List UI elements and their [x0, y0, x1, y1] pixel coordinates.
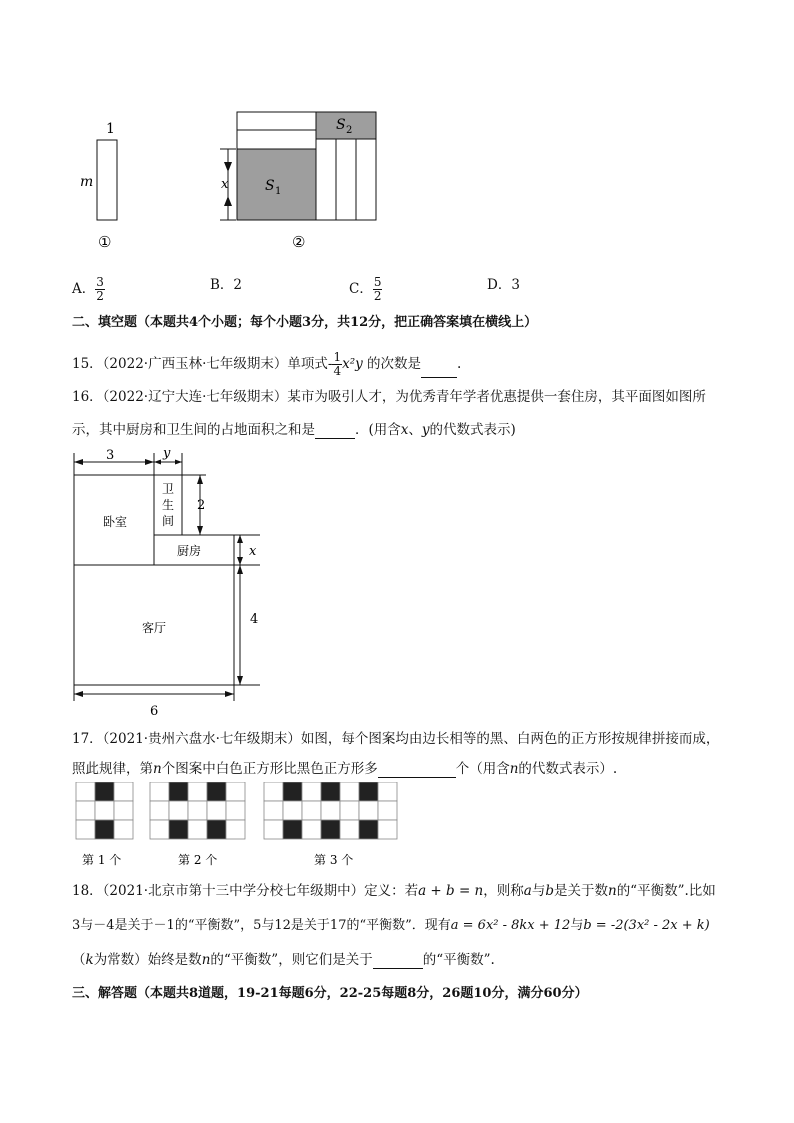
pattern-caption-2: 第 2 个 [178, 853, 218, 867]
fig2-s1-sub: 1 [275, 186, 282, 197]
white-square [188, 801, 207, 820]
white-square [114, 782, 133, 801]
black-square [95, 820, 114, 839]
pattern-2 [150, 782, 245, 839]
label-bathroom-1: 卫 [162, 482, 175, 496]
fig1-side-label: m [80, 174, 94, 190]
white-square [76, 801, 95, 820]
dim-kitchen: x [249, 544, 257, 559]
question-16-line2: 示，其中厨房和卫生间的占地面积之和是 ．(用含x、y的代数式表示) [72, 422, 516, 438]
question-18-line1: 18．（2021·北京市第十三中学分校七年级期中）定义：若a + b = n，则称a与b是关于数n的“平衡数”.比如 [72, 883, 716, 899]
pattern-caption-3: 第 3 个 [314, 853, 354, 867]
white-square [188, 820, 207, 839]
black-square [359, 782, 378, 801]
dim-top-right: y [163, 446, 171, 461]
white-square [264, 820, 283, 839]
black-square [359, 820, 378, 839]
question-17-line1: 17．（2021·贵州六盘水·七年级期末）如图，每个图案均由边长相等的黑、白两色的正方形按规律拼接而成， [72, 731, 720, 747]
section2-heading: 二、填空题（本题共4个小题；每个小题3分，共12分，把正确答案填在横线上） [72, 315, 538, 330]
fig2-s1-region [237, 149, 316, 220]
dim-top-left: 3 [106, 448, 115, 463]
white-square [264, 782, 283, 801]
pattern-1 [76, 782, 133, 839]
white-square [95, 801, 114, 820]
label-bathroom-2: 生 [162, 498, 175, 512]
question-18-line3: （k为常数）始终是数n的“平衡数”，则它们是关于 的“平衡数”. [72, 952, 495, 968]
q17-answer-blank [378, 763, 456, 778]
q15-answer-blank [421, 363, 457, 378]
fig1-top-label: 1 [106, 121, 115, 137]
white-square [302, 801, 321, 820]
fig1-caption: ① [98, 233, 112, 251]
question-16-line1: 16．（2022·辽宁大连·七年级期末）某市为吸引人才，为优秀青年学者优惠提供一套住房，其平面图如图所 [72, 389, 706, 405]
dim-living: 4 [250, 612, 259, 627]
section3-heading: 三、解答题（本题共8道题，19-21每题6分，22-25每题8分，26题10分，满分60分） [72, 986, 588, 1001]
fig2-caption: ② [292, 233, 306, 251]
option-b: B．2 [210, 277, 243, 293]
dim-bottom: 6 [150, 704, 159, 719]
white-square [226, 801, 245, 820]
white-square [378, 820, 397, 839]
question-18-line2: 3与－4是关于－1的“平衡数”，5与12是关于17的“平衡数”．现有a = 6x² - 8kx + 12与b = -2(3x² - 2x + k) [72, 918, 710, 933]
fig1-rectangle [97, 140, 117, 220]
label-bedroom: 卧室 [103, 515, 128, 529]
option-c: C． $\frac{5}{2}$ [349, 275, 382, 303]
question-15: 15．（2022·广西玉林·七年级期末）单项式- $\frac{1}{4}$ x²y 的次数是 . [72, 350, 462, 378]
white-square [226, 782, 245, 801]
black-square [169, 782, 188, 801]
white-square [378, 801, 397, 820]
floorplan-figure [60, 445, 280, 720]
option-d: D．3 [487, 277, 520, 293]
pattern-caption-1: 第 1 个 [82, 853, 122, 867]
white-square [188, 782, 207, 801]
fig2-s1-label: S [265, 178, 275, 194]
white-square [114, 801, 133, 820]
white-square [264, 801, 283, 820]
white-square [302, 782, 321, 801]
q16-answer-blank [315, 424, 355, 439]
pattern-figures [70, 782, 410, 872]
black-square [283, 782, 302, 801]
dim-bathroom: 2 [197, 498, 206, 513]
black-square [321, 782, 340, 801]
white-square [340, 801, 359, 820]
q18-answer-blank [373, 954, 423, 969]
fig2-s2-sub: 2 [346, 125, 353, 136]
white-square [76, 782, 95, 801]
white-square [150, 782, 169, 801]
label-kitchen: 厨房 [177, 544, 202, 558]
label-bathroom-3: 间 [162, 514, 175, 528]
q14-figures [60, 100, 400, 260]
white-square [114, 820, 133, 839]
option-a: A． $\frac{3}{2}$ [72, 275, 104, 303]
white-square [321, 801, 340, 820]
white-square [169, 801, 188, 820]
black-square [283, 820, 302, 839]
white-square [302, 820, 321, 839]
black-square [207, 782, 226, 801]
white-square [378, 782, 397, 801]
white-square [340, 782, 359, 801]
question-17-line2: 照此规律，第n个图案中白色正方形比黑色正方形多 个（用含n的代数式表示）. [72, 761, 618, 777]
white-square [340, 820, 359, 839]
pattern-3 [264, 782, 397, 839]
black-square [321, 820, 340, 839]
white-square [359, 801, 378, 820]
black-square [169, 820, 188, 839]
label-living: 客厅 [142, 621, 167, 635]
white-square [207, 801, 226, 820]
black-square [207, 820, 226, 839]
white-square [283, 801, 302, 820]
black-square [95, 782, 114, 801]
fig2-s2-label: S [336, 117, 346, 133]
white-square [76, 820, 95, 839]
white-square [150, 801, 169, 820]
white-square [150, 820, 169, 839]
white-square [226, 820, 245, 839]
fig2-x-label: x [221, 177, 229, 192]
